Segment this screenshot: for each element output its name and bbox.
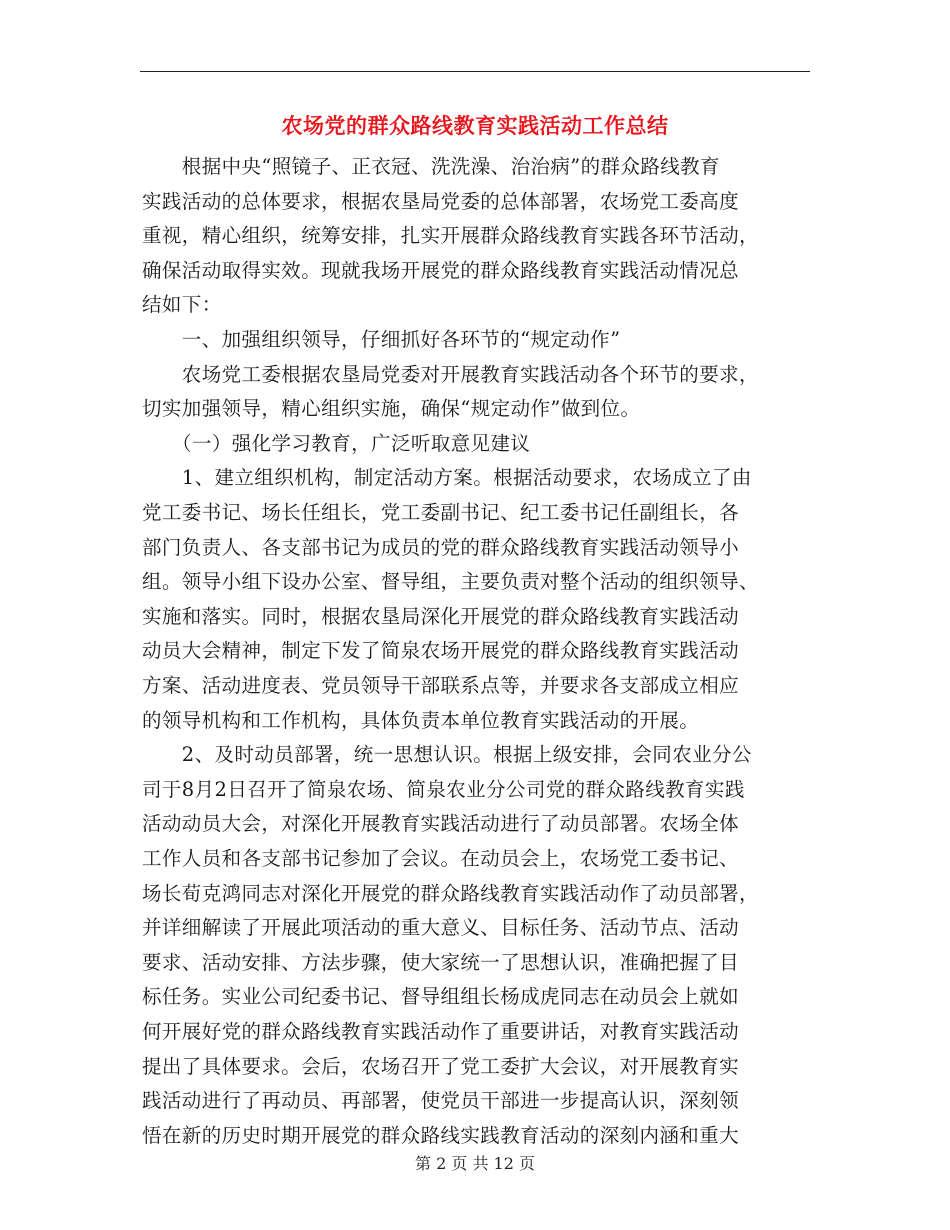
page-number: 第 2 页 共 12 页 [415,1154,535,1173]
body-line: 标任务。实业公司纪委书记、督导组组长杨成虎同志在动员会上就如 [142,985,740,1009]
body-line: 工作人员和各支部书记参加了会议。在动员会上，农场党工委书记、 [142,847,740,870]
body-line: 一、加强组织领导，仔细抓好各环节的“规定动作” [142,328,621,351]
body-line: 活动动员大会，对深化开展教育实践活动进行了动员部署。农场全体 [142,812,740,836]
body-line: 的领导机构和工作机构，具体负责本单位教育实践活动的开展。 [142,708,700,732]
body-line: 部门负责人、各支部书记为成员的党的群众路线教育实践活动领导小 [142,535,740,559]
body-line: 并详细解读了开展此项活动的重大意义、目标任务、活动节点、活动 [142,916,740,940]
document-title: 农场党的群众路线教育实践活动工作总结 [281,113,669,138]
body-line: 切实加强领导，精心组织实施，确保“规定动作”做到位。 [142,397,641,421]
body-line: 践活动进行了再动员、再部署，使党员干部进一步提高认识，深刻领 [142,1089,740,1113]
header-rule [140,71,810,72]
body-line: 根据中央“照镜子、正衣冠、洗洗澡、治治病”的群众路线教育 [142,155,720,178]
body-line: 何开展好党的群众路线教育实践活动作了重要讲话，对教育实践活动 [142,1020,740,1043]
body-line: 悟在新的历史时期开展党的群众路线实践教育活动的深刻内涵和重大 [142,1123,740,1147]
body-line: 农场党工委根据农垦局党委对开展教育实践活动各个环节的要求， [142,362,759,386]
body-line: 提出了具体要求。会后，农场召开了党工委扩大会议，对开展教育实 [142,1054,740,1078]
body-line: 组。领导小组下设办公室、督导组，主要负责对整个活动的组织领导、 [142,570,759,594]
body-line: 实践活动的总体要求，根据农垦局党委的总体部署，农场党工委高度 [142,189,740,213]
body-line: 要求、活动安排、方法步骤，使大家统一了思想认识，准确把握了目 [142,950,740,974]
body-line: 司于8月2日召开了简泉农场、简泉农业分公司党的群众路线教育实践 [142,777,745,801]
body-line: 2、及时动员部署，统一思想认识。根据上级安排，会同农业分公 [142,743,752,767]
body-line: 党工委书记、场长任组长，党工委副书记、纪工委书记任副组长，各 [142,501,740,524]
body-line: 场长荀克鸿同志对深化开展党的群众路线教育实践活动作了动员部署， [142,881,759,905]
body-line: （一）强化学习教育，广泛听取意见建议 [142,431,531,455]
body-line: 动员大会精神，制定下发了简泉农场开展党的群众路线教育实践活动 [142,639,740,663]
body-line: 确保活动取得实效。现就我场开展党的群众路线教育实践活动情况总 [142,258,740,282]
body-line: 方案、活动进度表、党员领导干部联系点等，并要求各支部成立相应 [142,674,740,697]
body-line: 结如下： [142,293,222,317]
body-line: 重视，精心组织，统筹安排，扎实开展群众路线教育实践各环节活动， [142,224,759,248]
body-line: 实施和落实。同时，根据农垦局深化开展党的群众路线教育实践活动 [142,604,740,628]
body-line: 1、建立组织机构，制定活动方案。根据活动要求，农场成立了由 [142,466,752,490]
